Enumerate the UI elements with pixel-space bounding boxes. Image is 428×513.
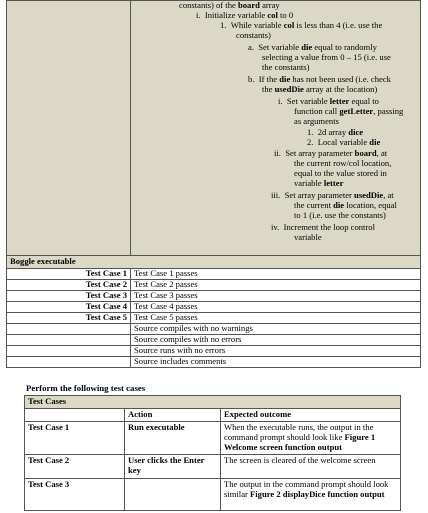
step-text: , passing [373,106,404,116]
step-number: iii. [271,190,281,200]
test-case-label: Test Case 5 [7,312,131,323]
header-blank [25,408,125,421]
step-line [294,233,322,243]
test-case-action [125,478,221,510]
step-text: has not been used (i.e. check [290,74,391,84]
step-text: , at [376,148,388,158]
steps-cell [131,1,421,256]
test-result-row [7,301,421,312]
test-case-name: Test Case 2 [25,454,125,478]
step-text: the constants) [262,62,310,72]
test-case-result: Test Case 4 passes [131,301,421,312]
step-line [294,179,343,189]
step-text: 2d array [317,127,349,137]
step-number: a. [248,42,254,52]
step-line [294,117,339,127]
step-text: , at [383,190,394,200]
step-text: variable [294,232,322,242]
step-text: Set variable [258,42,302,52]
step-number: i. [278,96,283,106]
step-keyword: board [354,148,377,158]
check-empty-cell [7,356,131,367]
step-line [236,31,271,41]
test-result-row [7,268,421,279]
step-line [262,63,310,73]
check-row [7,345,421,356]
step-text: constants) [236,30,271,40]
test-case-result: Test Case 5 passes [131,312,421,323]
test-case-label: Test Case 3 [7,290,131,301]
step-number: ii. [274,148,281,158]
test-case-name: Test Case 1 [25,421,125,454]
step-text: equal to randomly [312,42,377,52]
check-row [7,334,421,345]
test-cases-table [24,395,401,511]
step-text: selecting a value from 0 – 15 (i.e. use [262,52,391,62]
step-keyword: getLetter [339,106,374,116]
step-number: 1. [307,127,314,137]
step-text: array [259,0,280,10]
step-text: Local variable [317,137,370,147]
step-keyword: die [333,200,345,210]
test-case-outcome [221,454,401,478]
step-text: location, equal [344,200,397,210]
executable-section-row [7,256,421,269]
step-text: Initialize variable [204,10,268,20]
step-text: is less than 4 (i.e. use the [294,20,383,30]
test-case-name: Test Case 3 [25,478,125,510]
step-text: If the [258,74,280,84]
step-number: b. [248,74,255,84]
steps-list [134,1,417,254]
check-text: Source compiles with no errors [131,334,421,345]
test-cases-caption: Test Cases [25,396,401,409]
test-case-outcome [221,478,401,510]
outcome-text: When the executable runs, the output in the command prompt should look like [224,421,374,442]
check-text: Source includes comments [131,356,421,367]
step-text: to 0 [277,10,294,20]
step-text: array at the location) [303,84,378,94]
step-text: function call [294,106,340,116]
step-text: to 1 (i.e. use the constants) [294,210,386,220]
step-text: as arguments [294,116,339,126]
step-text: equal to the value stored in [294,168,387,178]
step-line [307,138,380,148]
instruction-text: Perform the following test cases [26,383,146,393]
check-text: Source runs with no errors [131,345,421,356]
step-number: i. [196,10,201,20]
step-text: variable [294,178,324,188]
test-result-row [7,290,421,301]
test-case-action: User clicks the Enter key [125,454,221,478]
test-case-result: Test Case 1 passes [131,268,421,279]
step-text: equal to [349,96,379,106]
step-keyword: dice [348,127,364,137]
header-expected-outcome: Expected outcome [221,408,401,421]
test-cases-header-row [25,408,401,421]
check-empty-cell [7,345,131,356]
test-result-row [7,312,421,323]
step-text: While variable [230,20,284,30]
check-text: Source compiles with no warnings [131,323,421,334]
steps-row [7,1,421,256]
step-keyword: die [301,42,313,52]
test-case-row [25,454,401,478]
outcome-figure-ref: Figure 1 Welcome screen function output [224,431,376,452]
test-cases-caption-row [25,396,401,409]
header-action: Action [125,408,221,421]
executable-title: Boggle executable [7,256,421,269]
step-keyword: usedDie [274,84,304,94]
check-empty-cell [7,334,131,345]
step-keyword: letter [329,96,350,106]
outcome-figure-ref: Figure 2 displayDice function output [250,488,385,499]
step-text: constants) of the [179,0,238,10]
check-empty-cell [7,323,131,334]
test-case-label: Test Case 4 [7,301,131,312]
step-number: iv. [271,222,280,232]
step-text: the [262,84,275,94]
step-line [294,211,386,221]
step-text: the current row/col location, [294,158,392,168]
step-text: Increment the loop control [283,222,375,232]
step-line [262,85,377,95]
test-case-outcome [221,421,401,454]
steps-left-cell [7,1,131,256]
test-case-row [25,478,401,510]
test-case-action: Run executable [125,421,221,454]
outcome-text: The screen is cleared of the welcome screen [224,454,376,465]
test-case-result: Test Case 2 passes [131,279,421,290]
test-case-row [25,421,401,454]
test-case-label: Test Case 2 [7,279,131,290]
step-keyword: usedDie [354,190,384,200]
outcome-text: The output in the command prompt should look similar [224,478,389,499]
step-keyword: col [283,20,295,30]
step-keyword: board [237,0,260,10]
step-text: Set array parameter [285,148,355,158]
step-text: Set array parameter [284,190,355,200]
step-text: the current [294,200,334,210]
test-case-label: Test Case 1 [7,268,131,279]
step-keyword: die [279,74,291,84]
test-case-result: Test Case 3 passes [131,290,421,301]
step-number: 1. [220,20,227,30]
check-row [7,323,421,334]
step-keyword: col [267,10,278,20]
step-keyword: die [369,137,381,147]
step-keyword: letter [323,178,344,188]
step-number: 2. [307,137,314,147]
step-text: Set variable [286,96,330,106]
step-line [271,223,375,233]
test-result-row [7,279,421,290]
check-row [7,356,421,367]
rubric-table [6,0,421,368]
